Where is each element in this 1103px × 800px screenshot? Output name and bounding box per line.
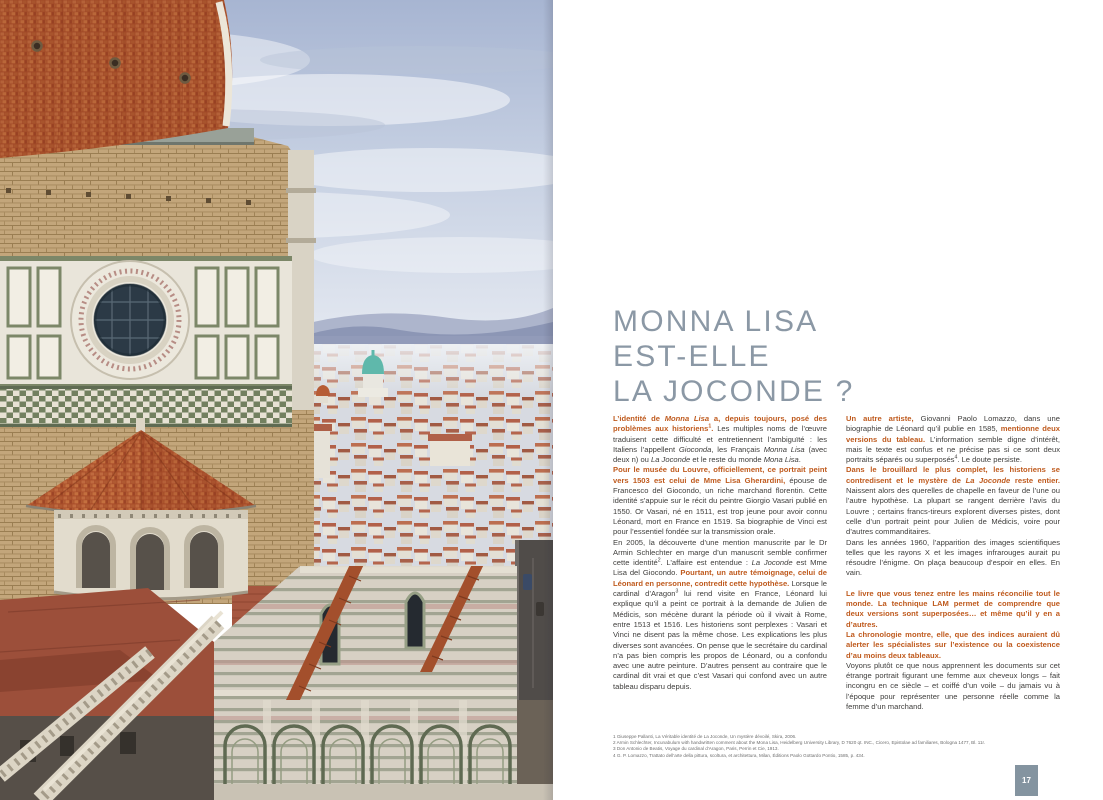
street [515,540,553,710]
right-page [553,0,1103,800]
paragraph-1960: Dans les années 1960, l’apparition des images scientifiques telles que les rayons X et les images infrarouges aurait pu résoudre l’énigme. On plaça beaucoup d’espoir en elles. En vain. [846,537,1060,578]
paragraph-louvre: Pour le musée du Louvre, officiellement, ce portrait peint vers 1503 est celui de Mme Lisa Gherardini, épouse de Francesco del Giocondo, un riche marchand florentin. Cette identité s’appuie sur le récit du peintre Giorgio Vasari publié en 1550. Or Vasari, né en 1511, est trop jeune pour avoir connu Léonard, mort en France en 1519. Sa biographie de Vinci est pour l’essentiel fondée sur la transmission orale. [613,465,827,537]
footnote-4: 4 G. P. Lomazzo, Trattato dell’arte della pittura, scoltura, et architettura, Milan, Éditions Paolo Gottardo Pontio, 1585, p. 434. [613,752,865,758]
paragraph-livre: Le livre que vous tenez entre les mains réconcilie tout le monde. La technique LAM permet de comprendre que deux versions sont superposées… et même qu’il y en a d’autres. [846,588,1060,629]
page-title [613,304,854,409]
paragraph-voyons: Voyons plutôt ce que nous apprennent les documents sur cet étrange portrait figurant une femme aux cheveux longs – fait incongru en ce siècle – et coiffé d’un voile – du jamais vu à l’époque pour représenter une personne réelle comme la femme d’un marchand. [846,660,1060,712]
paragraph-lomazzo: Un autre artiste, Giovanni Paolo Lomazzo, dans une biographie de Léonard qu’il publie en 1585, mentionne deux versions du tableau. L’information semble digne d’intérêt, mais le texte est confus et ne précise pas si ce sont deux portraits séparés ou superposés$^4$. Le doute persiste. [846,414,1060,465]
footnote-1: 1 Giuseppe Pallanti, La Véritable identité de La Joconde, Un mystère dévoilé, Skira, 2006. [613,734,797,739]
body-columns [613,414,1060,712]
paragraph-chronologie: La chronologie montre, elle, que des indices auraient dû alerter les spécialistes sur l’existence ou la coexistence d’au moins deux tableaux. [846,629,1060,660]
checker-band [0,386,292,427]
footnote-3: 3 Don Antonio de Beatis, Voyage du cardinal d’Aragon, Paris, Perrin et Cie, 1913. [613,746,779,752]
paragraph-brouillard: Dans le brouillard le plus complet, les historiens se contredisent et le mystère de La Joconde reste entier. Naissent alors des querelles de chapelle en faveur de l’une ou l’autre hypothèse. La plupart se rangent derrière l’avis du Louvre ; certains francs-tireurs explorent diverses pistes, dont celle d’un portrait peint pour Julien de Médicis, voire pour d’autres commanditaires. [846,465,1061,537]
title-line-3: LA JOCONDE ? [613,375,855,409]
oculus-window [71,261,189,379]
footnote-2: 2 Armin Schlechter, Incunabulum with handwritten comment about the Mona Lisa, Heidelberg University Library, D 7620 qt. INC., Cicero, Epistolae ad familiares, Bologna 1477, Bl. 11r. [613,740,986,746]
text-column-1 [613,414,827,712]
paragraph-2005: En 2005, la découverte d’une mention manuscrite par le Dr Armin Schlechter en marge d’un manuscrit semble confirmer cette identité$^2$. L’affaire est entendue : La Joconde est Mme Lisa del Giocondo. Pourtant, un autre témoignage, celui de Léonard en personne, contredit cette hypothèse. Lorsque le cardinal d’Aragon$^3$ lui rend visite en France, Léonard lui explique qu’il a peint ce portrait à la demande de Julien de Médicis, son mécène durant la période où il vivait à Rome, entre 1513 et 1516. Les historiens sont perplexes : Vasari et Vinci ne disent pas la même chose. Les explications les plus diverses sont avancées. On pense que le secrétaire du cardinal n’a pas bien compris les propos de Léonard, ou a confondu avec une autre peinture. D’autres pensent au contraire que le cardinal dit vrai et que c’est Vasari qui confond avec un autre tableau disparu depuis. [613,537,828,691]
text-column-2 [846,414,1060,712]
footnotes [613,734,1079,759]
title-line-1: MONNA LISA [613,305,819,339]
page-number: 17 [1015,765,1038,796]
title-line-2: EST-ELLE [613,340,771,374]
exedra-arches [79,528,221,590]
marble-band [0,256,292,390]
paragraph-identity: L’identité de Monna Lisa a, depuis toujours, posé des problèmes aux historiens$^1$. Les multiples noms de l’œuvre traduisent cette difficulté et entretiennent l’ambiguïté : les Italiens l’appellent Gioconda, les Français Monna Lisa (avec deux n) ou La Joconde et le reste du monde Mona Lisa. [613,414,828,465]
